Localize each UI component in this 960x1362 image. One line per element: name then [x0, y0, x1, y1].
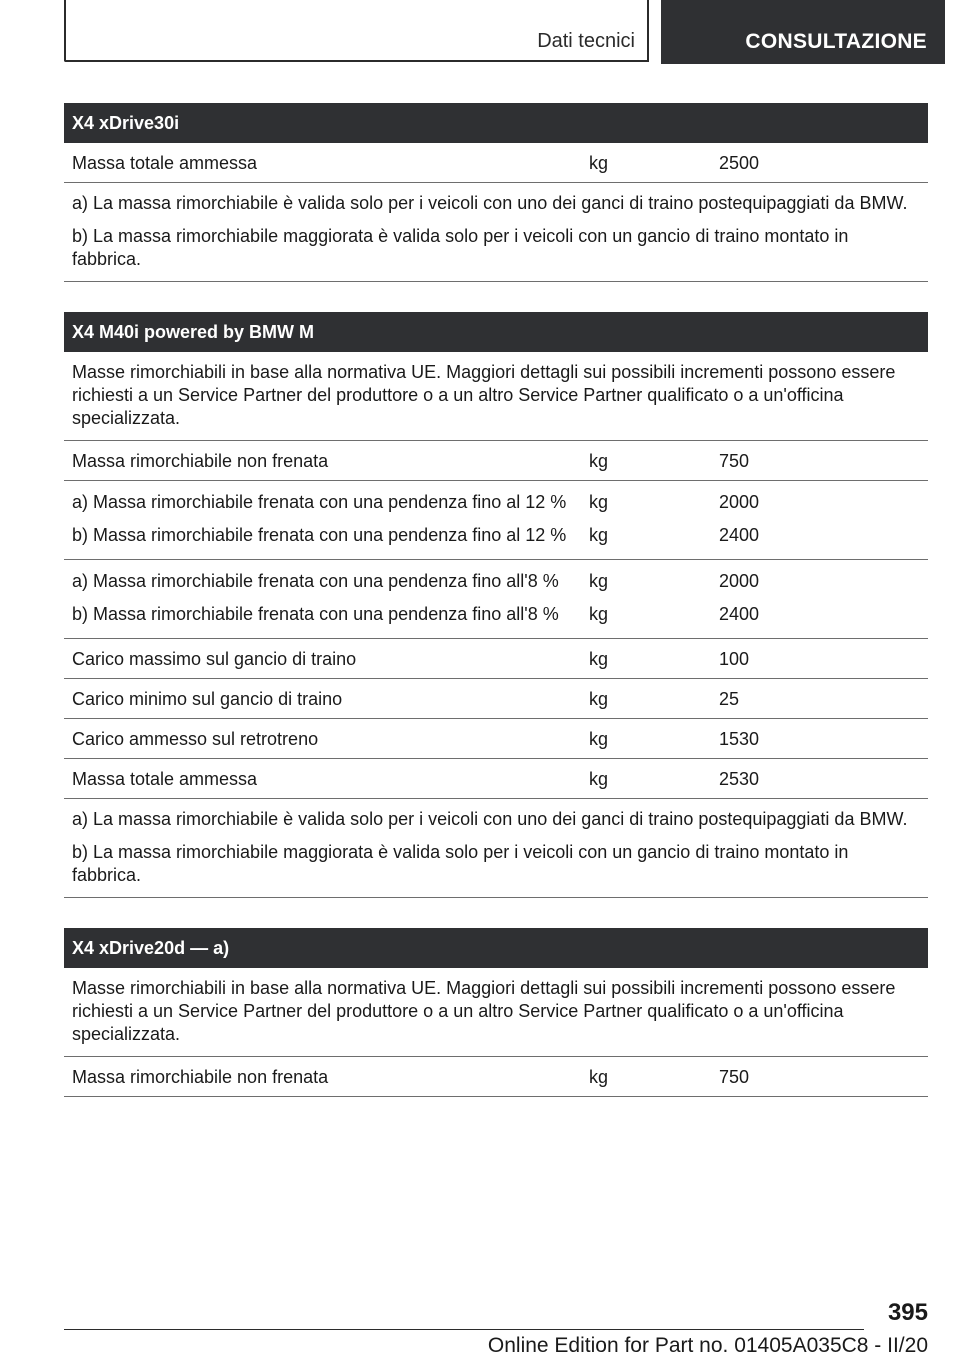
spec-section	[64, 928, 928, 1097]
spec-section	[64, 103, 928, 282]
note-paragraph: a) La massa rimorchiabile è valida solo per i veicoli con uno dei ganci di traino postequipaggiati da BMW.	[72, 809, 908, 829]
note-row	[64, 352, 928, 441]
spec-value: 2400	[719, 604, 760, 624]
spec-row	[64, 143, 928, 183]
spec-unit: kg	[589, 492, 609, 512]
spec-unit: kg	[589, 604, 609, 624]
header-section-title: Dati tecnici	[537, 30, 635, 52]
page-number: 395	[887, 1299, 928, 1326]
note-row	[64, 799, 928, 898]
spec-label: b) Massa rimorchiabile frenata con una pendenza fino al 12 %	[72, 525, 567, 545]
spec-value-group	[719, 570, 919, 626]
spec-value: 100	[719, 649, 750, 669]
spec-row	[64, 679, 928, 719]
spec-label: Carico ammesso sul retrotreno	[72, 729, 319, 749]
spec-label: Massa totale ammessa	[72, 153, 258, 173]
spec-row	[64, 719, 928, 759]
footer-edition-text: Online Edition for Part no. 01405A035C8 - II/20	[487, 1334, 928, 1357]
spec-unit: kg	[589, 451, 609, 471]
section-heading: X4 xDrive20d — a)	[64, 928, 928, 968]
spec-row	[64, 639, 928, 679]
spec-label: Massa rimorchiabile non frenata	[72, 1067, 329, 1087]
spec-label: a) Massa rimorchiabile frenata con una pendenza fino all'8 %	[72, 571, 559, 591]
note-paragraph: b) La massa rimorchiabile maggiorata è valida solo per i veicoli con un gancio di traino montato in fabbrica.	[72, 226, 849, 269]
section-heading: X4 xDrive30i	[64, 103, 928, 143]
note-paragraph: Masse rimorchiabili in base alla normativa UE. Maggiori dettagli sui possibili incrementi possono essere richiesti a un Service Partner del produttore o a un altro Service Partner qualificato o a un'officina specializzata.	[72, 362, 896, 428]
footer-divider	[64, 1329, 864, 1330]
header-chapter-tab	[661, 0, 945, 64]
spec-unit: kg	[589, 525, 609, 545]
spec-label: Carico massimo sul gancio di traino	[72, 649, 357, 669]
spec-value: 2000	[719, 492, 760, 512]
spec-unit: kg	[589, 729, 609, 749]
spec-value: 2400	[719, 525, 760, 545]
spec-label-group	[64, 570, 589, 626]
spec-value: 750	[719, 1067, 750, 1087]
spec-unit-group	[589, 570, 719, 626]
header-section-tab	[64, 0, 649, 62]
spec-value: 1530	[719, 729, 760, 749]
spec-row-multi	[64, 481, 928, 560]
spec-label: Carico minimo sul gancio di traino	[72, 689, 343, 709]
spec-unit: kg	[589, 649, 609, 669]
section-heading: X4 M40i powered by BMW M	[64, 312, 928, 352]
note-paragraph: b) La massa rimorchiabile maggiorata è valida solo per i veicoli con un gancio di traino montato in fabbrica.	[72, 842, 849, 885]
spec-label: a) Massa rimorchiabile frenata con una pendenza fino al 12 %	[72, 492, 567, 512]
note-row	[64, 183, 928, 282]
spec-value: 2000	[719, 571, 760, 591]
spec-value: 25	[719, 689, 740, 709]
spec-value: 2530	[719, 769, 760, 789]
header-chapter-title: CONSULTAZIONE	[745, 30, 927, 53]
spec-unit: kg	[589, 1067, 609, 1087]
spec-row	[64, 759, 928, 799]
spec-row-multi	[64, 560, 928, 639]
spec-value: 2500	[719, 153, 760, 173]
spec-label: Massa rimorchiabile non frenata	[72, 451, 329, 471]
note-row	[64, 968, 928, 1057]
spec-label-group	[64, 491, 589, 547]
spec-unit: kg	[589, 153, 609, 173]
spec-row	[64, 1057, 928, 1097]
spec-unit: kg	[589, 689, 609, 709]
spec-unit-group	[589, 491, 719, 547]
spec-label: Massa totale ammessa	[72, 769, 258, 789]
spec-value-group	[719, 491, 919, 547]
spec-unit: kg	[589, 571, 609, 591]
spec-unit: kg	[589, 769, 609, 789]
note-paragraph: a) La massa rimorchiabile è valida solo per i veicoli con uno dei ganci di traino postequipaggiati da BMW.	[72, 193, 908, 213]
technical-data-content	[64, 103, 928, 1127]
spec-row	[64, 441, 928, 481]
spec-section	[64, 312, 928, 898]
spec-label: b) Massa rimorchiabile frenata con una pendenza fino all'8 %	[72, 604, 559, 624]
note-paragraph: Masse rimorchiabili in base alla normativa UE. Maggiori dettagli sui possibili incrementi possono essere richiesti a un Service Partner del produttore o a un altro Service Partner qualificato o a un'officina specializzata.	[72, 978, 896, 1044]
spec-value: 750	[719, 451, 750, 471]
